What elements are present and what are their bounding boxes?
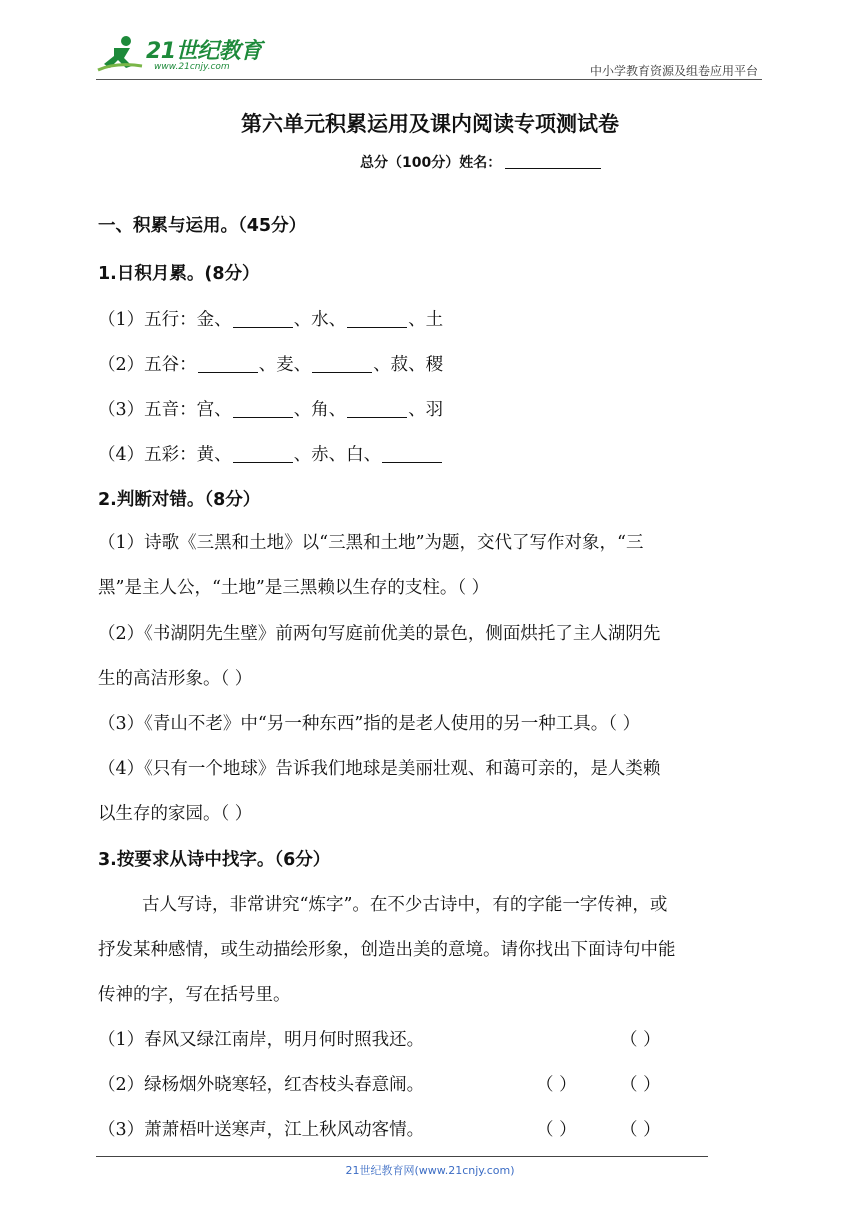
question-2-heading: 2.判断对错。（8分） [98, 490, 261, 510]
q1-item-3-text-c: 、羽 [408, 400, 444, 420]
q1-item-2-text-a: （2）五谷： [98, 355, 197, 375]
q1-item-4-blank-2[interactable] [382, 444, 442, 463]
q3-item-1-answer[interactable]: （ ） [620, 1030, 661, 1050]
score-name-line [360, 152, 601, 172]
logo-text: 21世纪教育 [146, 39, 262, 64]
q1-item-4 [98, 443, 443, 467]
q3-para-line-3: 传神的字，写在括号里。 [98, 985, 291, 1005]
q1-item-3-text-a: （3）五音：宫、 [98, 400, 232, 420]
q3-item-3-answer-2[interactable]: （ ） [620, 1120, 661, 1140]
q1-item-2-text-b: 、麦、 [258, 355, 312, 375]
q1-item-1-text-b: 、水、 [293, 310, 347, 330]
q1-item-1-blank-2[interactable] [347, 309, 407, 328]
score-label: 总分（100分）姓名： [360, 155, 502, 171]
runner-logo-icon [96, 34, 146, 74]
q1-item-4-text-b: 、赤、白、 [293, 445, 382, 465]
q3-item-3-answer-1[interactable]: （ ） [536, 1120, 577, 1140]
name-blank[interactable] [505, 154, 601, 169]
q1-item-1-text-c: 、土 [408, 310, 444, 330]
q3-item-2-answer-2[interactable]: （ ） [620, 1075, 661, 1095]
q1-item-2 [98, 353, 443, 377]
q1-item-3 [98, 398, 443, 422]
q1-item-2-blank-1[interactable] [198, 354, 258, 373]
q3-para-line-2: 抒发某种感情，或生动描绘形象，创造出美的意境。请你找出下面诗句中能 [98, 940, 676, 960]
q1-item-4-text-a: （4）五彩：黄、 [98, 445, 232, 465]
platform-name: 中小学教育资源及组卷应用平台 [589, 64, 758, 78]
q2-line-6: （4）《只有一个地球》告诉我们地球是美丽壮观、和蔼可亲的，是人类赖 [98, 759, 661, 779]
section-heading: 一、积累与运用。（45分） [98, 216, 307, 236]
q2-line-7: 以生存的家园。（ ） [98, 804, 253, 824]
q2-line-1: （1）诗歌《三黑和土地》以“三黑和土地”为题，交代了写作对象，“三 [98, 533, 644, 553]
footer-divider [96, 1156, 708, 1157]
question-1-heading: 1.日积月累。(8分） [98, 264, 260, 284]
q2-line-2: 黑”是主人公，“土地”是三黑赖以生存的支柱。（ ） [98, 578, 490, 598]
q1-item-2-text-c: 、菽、稷 [373, 355, 444, 375]
q3-item-2: （2）绿杨烟外晓寒轻，红杏枝头春意闹。 [98, 1075, 425, 1095]
q2-line-5: （3）《青山不老》中“另一种东西”指的是老人使用的另一种工具。（ ） [98, 714, 641, 734]
question-3-heading: 3.按要求从诗中找字。（6分） [98, 850, 331, 870]
q1-item-2-blank-2[interactable] [312, 354, 372, 373]
q2-line-4: 生的高洁形象。（ ） [98, 669, 253, 689]
q3-item-3: （3）萧萧梧叶送寒声，江上秋风动客情。 [98, 1120, 425, 1140]
q3-item-1: （1）春风又绿江南岸，明月何时照我还。 [98, 1030, 425, 1050]
q3-para-line-1: 古人写诗，非常讲究“炼字”。在不少古诗中，有的字能一字传神，或 [142, 895, 668, 915]
page-header [96, 32, 762, 80]
page-title: 第六单元积累运用及课内阅读专项测试卷 [241, 112, 619, 136]
q3-item-2-answer-1[interactable]: （ ） [536, 1075, 577, 1095]
q1-item-4-blank-1[interactable] [233, 444, 293, 463]
logo-url: www.21cnjy.com [154, 62, 230, 72]
q2-line-3: （2）《书湖阴先生壁》前两句写庭前优美的景色，侧面烘托了主人湖阴先 [98, 624, 661, 644]
header-divider [96, 79, 762, 80]
footer-link[interactable]: 21世纪教育网(www.21cnjy.com) [345, 1164, 515, 1177]
q1-item-3-blank-2[interactable] [347, 399, 407, 418]
logo [96, 32, 266, 76]
q1-item-1-blank-1[interactable] [233, 309, 293, 328]
q1-item-3-blank-1[interactable] [233, 399, 293, 418]
q1-item-1-text-a: （1）五行：金、 [98, 310, 232, 330]
q1-item-1 [98, 308, 443, 332]
q1-item-3-text-b: 、角、 [293, 400, 347, 420]
